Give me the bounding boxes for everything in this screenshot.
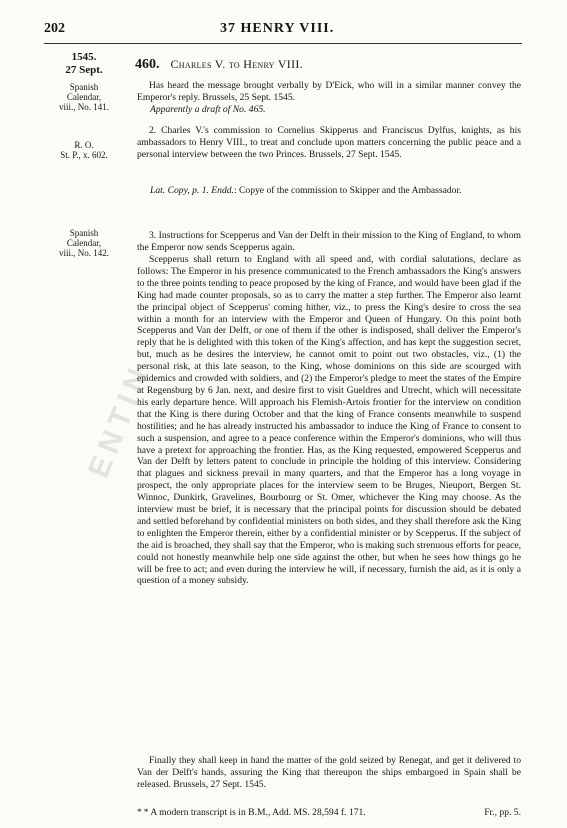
paragraph-3-instructions: 3. Instructions for Scepperus and Van der Delft in their mission to the King of England, to whom the Emperor now sends Scepperus again. — [137, 230, 521, 253]
margin-year: 1545. — [71, 51, 97, 63]
paragraph-4-scepperus: Scepperus shall return to England with all speed and, with cordial salutations, declare as follows: The Emperor in his presence communicated to the French ambassadors the King's answers to the three points tending to peace proposed by the king of France, and would have been glad if the King had made counter proposals, so as to carry the matter a step further. The Emperor also learnt the principal object of Scepperus' coming hither, viz., to press the King's desire to cross the sea within a month for an interview with the Emperor and Queen of Hungary. On this point both Scepperus and Van der Delft, or one of them if the other is indisposed, shall deliver the Emperor's reply that he is delighted with this token of the King's affection, and has kept the suggestion secret, but, much as he desires the interview, he cannot omit to point out two obstacles, viz., (1) the personal risk, at this late season, to the King, whose dominions on this side are scourged with epidemics and crowded with soldiers, and (2) the Emperor's pledge to meet the states of the Empire at Regensburg by 6 Jan. next, and desire first to visit Gueldres and Utrecht, which will necessitate his early departure hence. Will approach his Flemish-Artois frontier for the interview on condition that the King is there during October and that the king of France consents meanwhile to suspend hostilities; and he has already instructed his ambassador to induce the King of France to consent to such a suspension, and agree to a peace conference within the Emperor's dominions, who will thus have a pretext for approaching the frontier. Has, as the King requested, empowered Scepperus and Van der Delft by letters patent to conclude in principle the holding of this interview. Considering that plagues and sickness prevail in many quarters, and that the Emperor has a long voyage in prospect, the only appropriate places for the interview seem to be Bruges, Nieuport, Bergen St. Winnoc, Dunkirk, Gravelines, Bourbourg or St. Omer, whichever the King may choose. As the interview must be brief, it is necessary that the principal points for discussion should be debated and settled beforehand by confidential ministers on both sides, and they shall therefore ask the King to enlighten the Emperor therein, either by a confidential minister or by Scepperus. If the subject of the aid is broached, they shall say that the Emperor, who is making such strenuous efforts for peace, could not honestly meanwhile help one side against the other, but when he sees how things go he will be free to act; and even during the interview he will, if necessary, furnish the aid, as it is only a question of a money subsidy. — [137, 254, 521, 587]
margin-ref-spanish-142: Spanish Calendar, viii., No. 142. — [58, 228, 109, 258]
page-number: 202 — [44, 21, 65, 36]
note-copy-text: : Copye of the commission to Skipper and the Ambassador. — [233, 185, 462, 196]
entry-heading — [135, 57, 303, 73]
margin-ref-state-papers: R. O. St. P., x. 602. — [60, 140, 108, 160]
footnote-text: * * A modern transcript is in B.M., Add. MS. 28,594 f. 171. — [137, 807, 366, 818]
stamp-watermark: ENTIN — [82, 358, 158, 483]
note-copy — [150, 185, 520, 197]
footnote-folio: Fr., pp. 5. — [484, 807, 521, 818]
entry-number: 460. — [135, 57, 160, 72]
note-copy-italic: Lat. Copy, p. 1. Endd. — [150, 185, 234, 196]
note-draft: Apparently a draft of No. 465. — [150, 104, 266, 115]
margin-ref-spanish-141: Spanish Calendar, viii., No. 141. — [58, 82, 109, 112]
footnote — [137, 807, 521, 818]
margin-date: 27 Sept. — [65, 64, 103, 76]
running-head: 37 HENRY VIII. — [220, 21, 335, 36]
entry-title: Charles V. to Henry VIII. — [170, 57, 303, 71]
header-rule — [44, 43, 522, 44]
paragraph-2-commission: 2. Charles V.'s commission to Cornelius Skipperus and Franciscus Dylfus, knights, as his ambassadors to Henry VIII., to treat and conclude upon matters concerning the public peace and a personal interview between the two Princes. Brussels, 27 Sept. 1545. — [137, 125, 521, 160]
paragraph-5-gold: Finally they shall keep in hand the matter of the gold seized by Renegat, and get it delivered to Van der Delft's hands, assuring the King that thereupon the ships embargoed in Spain shall be released. Brussels, 27 Sept. 1545. — [137, 755, 521, 790]
paragraph-1: Has heard the message brought verbally by D'Eick, who will in a similar manner convey the Emperor's reply. Brussels, 25 Sept. 1545. — [137, 80, 521, 103]
